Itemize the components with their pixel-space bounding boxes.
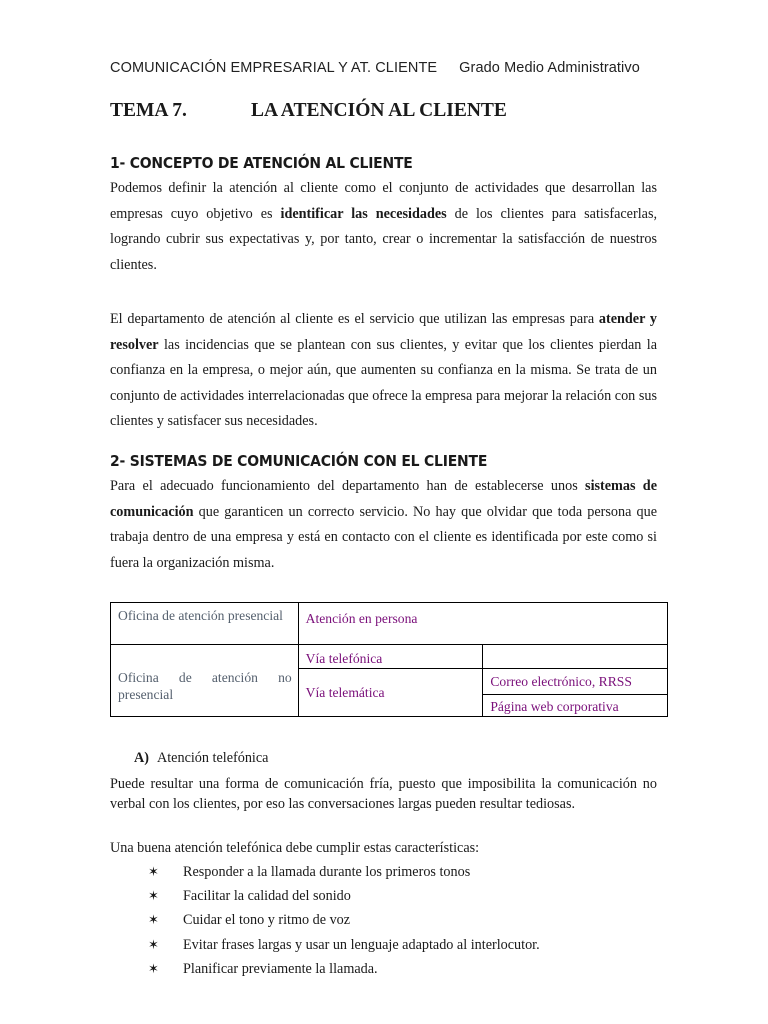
text-run: de los clientes para satisfacerlas, logrando cubrir sus expectativas y, por tanto, crear o incrementar la satisfacción de nuestros clientes. — [110, 205, 658, 273]
list-item — [148, 935, 540, 959]
bold-run: identificar las necesidades — [280, 205, 447, 222]
section-2-heading: 2- SISTEMAS DE COMUNICACIÓN CON EL CLIENTE — [110, 452, 488, 470]
list-item — [148, 910, 540, 934]
table-row — [111, 603, 668, 645]
list-item — [148, 959, 540, 983]
text-run: Podemos definir la atención al cliente como el conjunto de actividades que desarrollan las empresas cuyo objetivo es — [110, 180, 657, 222]
page-title — [110, 100, 507, 122]
subsection-marker: A) — [134, 750, 149, 766]
list-item-text: Facilitar la calidad del sonido — [183, 888, 351, 905]
section-1-paragraph-1 — [110, 176, 657, 278]
bold-run: sistemas de comunicación — [110, 478, 657, 520]
text-run: El departamento de atención al cliente es el servicio que utilizan las empresas para — [110, 311, 599, 327]
list-item — [148, 862, 540, 886]
star-bullet-icon: ✶ — [148, 888, 159, 904]
star-bullet-icon: ✶ — [148, 864, 159, 879]
section-1-paragraph-2 — [110, 307, 657, 435]
subsection-a-paragraph-2: Una buena atención telefónica debe cumplir estas características: — [110, 840, 480, 856]
list-item — [148, 886, 540, 910]
text-run: las incidencias que se plantean con sus clientes, y evitar que los clientes pierdan la confianza en la empresa, o mejor aún, que aumenten su confianza en la misma. Se trata de un conjunto de actividades interrelacionadas que ofrece la empresa para mejorar la relación con sus clientes y satisfacer sus necesidades. — [110, 336, 657, 429]
title-number: TEMA 7. — [110, 100, 187, 121]
cell-correo: Correo electrónico, RRSS — [483, 669, 668, 695]
communication-systems-table — [110, 602, 668, 717]
list-item-text: Cuidar el tono y ritmo de voz — [183, 912, 351, 929]
title-text: LA ATENCIÓN AL CLIENTE — [251, 100, 507, 121]
cell-atencion-persona: Atención en persona — [298, 603, 667, 645]
bold-run: atender y resolver — [110, 311, 657, 353]
text-run: Para el adecuado funcionamiento del departamento han de establecerse unos — [110, 478, 586, 494]
page-header — [110, 60, 640, 76]
list-item-text: Responder a la llamada durante los primeros tonos — [183, 864, 471, 880]
cell-via-telematica: Vía telemática — [298, 669, 483, 717]
header-level: Grado Medio Administrativo — [459, 60, 640, 76]
cell-empty — [483, 645, 668, 669]
star-bullet-icon: ✶ — [148, 936, 159, 952]
characteristics-list — [148, 862, 540, 983]
subsection-a-paragraph-1: Puede resultar una forma de comunicación fría, puesto que imposibilita la comunicación no verbal con los clientes, por eso las conversaciones largas pueden resultar tediosas. — [110, 776, 657, 812]
section-2-paragraph-1 — [110, 474, 657, 576]
subsection-a-heading — [134, 750, 268, 767]
subsection-title: Atención telefónica — [156, 750, 269, 766]
table-row — [111, 645, 668, 669]
text-run: que garanticen un correcto servicio. No hay que olvidar que toda persona que trabaja dentro de una empresa y está en contacto con el cliente es identificada por este como si fuera la organización misma. — [110, 503, 657, 571]
cell-web: Página web corporativa — [483, 695, 668, 717]
cell-no-presencial: Oficina de atención no presencial — [111, 645, 299, 717]
star-bullet-icon: ✶ — [148, 960, 159, 976]
list-item-text: Planificar previamente la llamada. — [183, 960, 378, 977]
star-bullet-icon: ✶ — [148, 912, 159, 928]
section-1-heading: 1- CONCEPTO DE ATENCIÓN AL CLIENTE — [110, 154, 413, 172]
cell-presencial: Oficina de atención presencial — [111, 603, 299, 645]
list-item-text: Evitar frases largas y usar un lenguaje adaptado al interlocutor. — [183, 936, 540, 953]
header-course: COMUNICACIÓN EMPRESARIAL Y AT. CLIENTE — [110, 60, 438, 76]
cell-via-telefonica: Vía telefónica — [298, 645, 483, 669]
